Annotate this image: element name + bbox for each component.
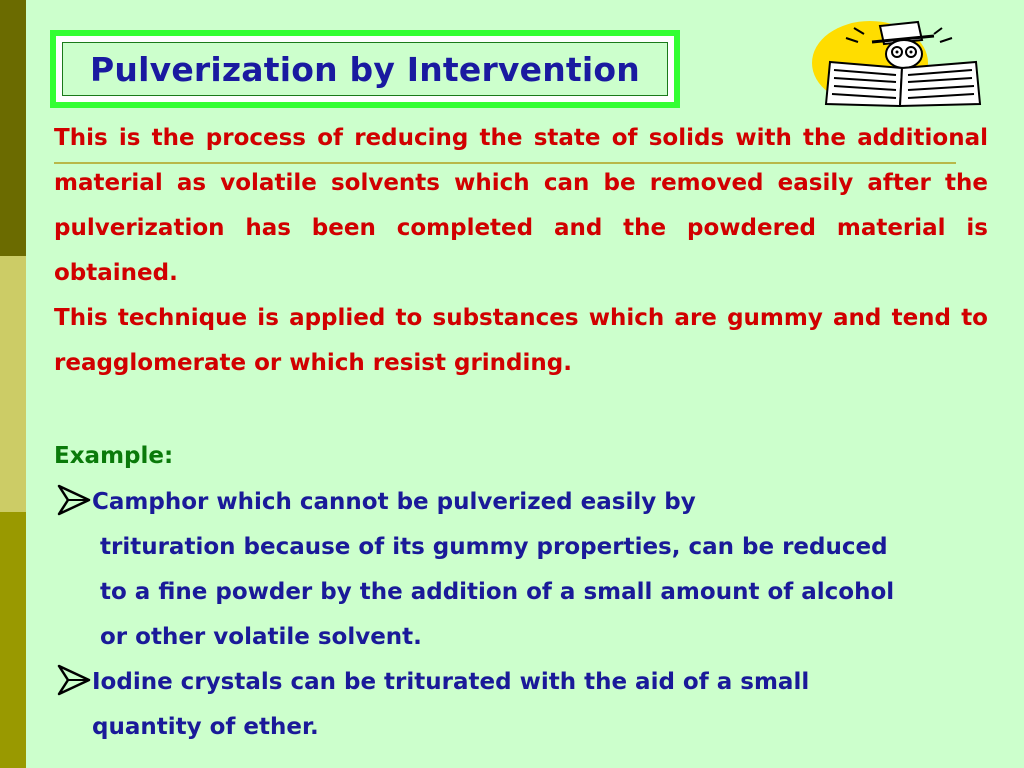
bullet-first-line: Camphor which cannot be pulverized easily by [92,489,696,515]
newspaper-reader-icon [810,18,988,108]
bullet-item-camphor [56,480,916,660]
bullet-item-iodine [56,660,809,750]
bullet-first-line: Iodine crystals can be triturated with the aid of a small [92,669,810,695]
side-bar-bottom [0,512,26,768]
example-label: Example: [54,443,174,469]
bullet-continuation: trituration because of its gummy properties, can be reduced to a fine powder by the addition of a small amount of alcohol or other volatile solvent. [100,534,895,650]
title-inner [62,42,668,96]
arrow-bullet-icon [56,662,92,698]
side-bar-middle [0,256,26,512]
description-paragraph: This is the process of reducing the state of solids with the additional material as volatile solvents which can be removed easily after the pulverization has been completed and the powdered material is obtained. [54,125,988,286]
title-underline [54,162,956,164]
title-box [50,30,680,108]
slide-title: Pulverization by Intervention [90,49,640,89]
bullet-continuation: quantity of ether. [92,714,319,740]
arrow-bullet-icon [56,482,92,518]
technique-paragraph: This technique is applied to substances which are gummy and tend to reagglomerate or which resist grinding. [54,305,988,376]
side-bar-top [0,0,26,256]
